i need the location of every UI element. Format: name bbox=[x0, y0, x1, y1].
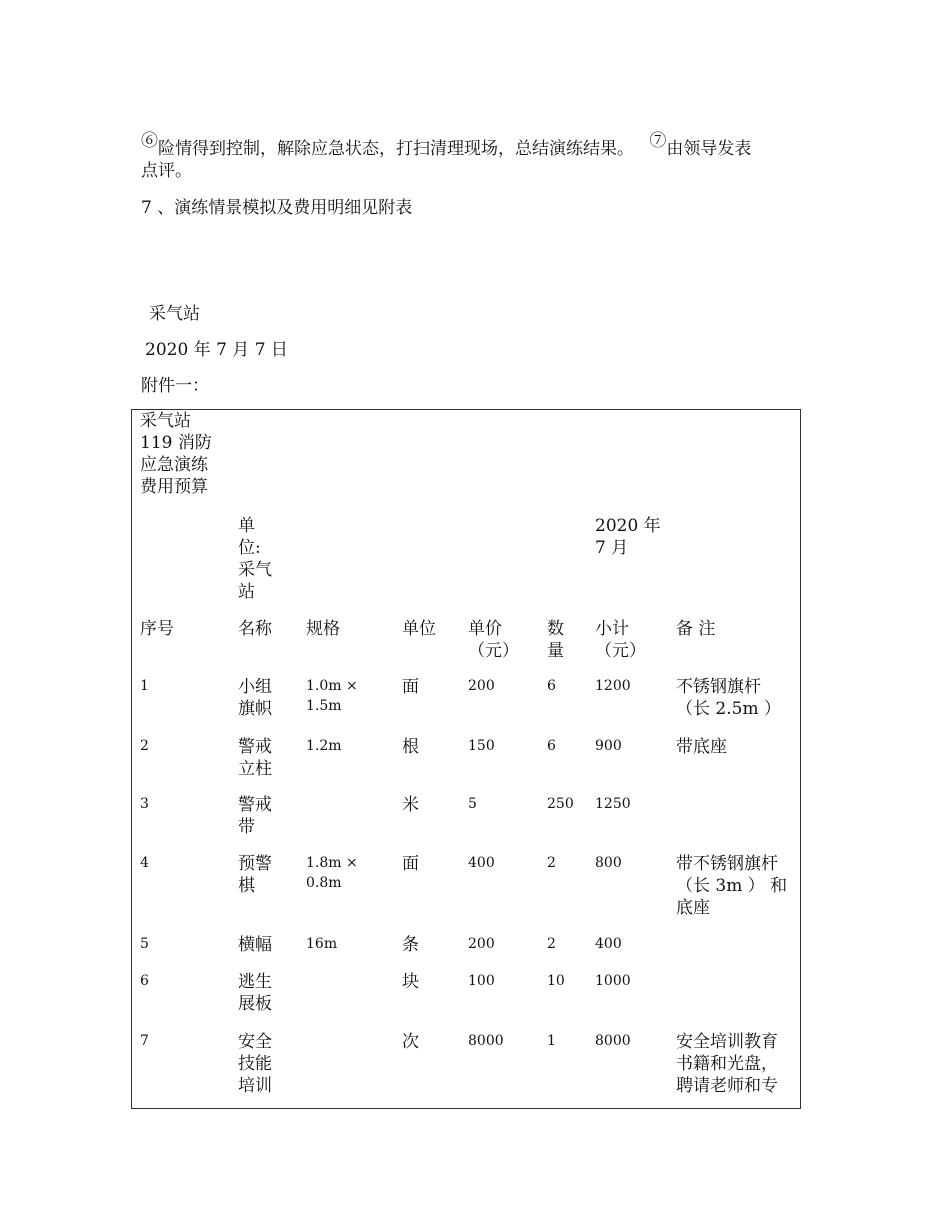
cell-line: 警戒 bbox=[238, 737, 272, 757]
cell-seq: 7 bbox=[140, 1033, 149, 1049]
cell-line: 聘请老师和专 bbox=[676, 1076, 778, 1096]
cell-line: 安全 bbox=[238, 1032, 272, 1052]
unit-label-line: 采气 bbox=[238, 560, 272, 580]
cell-name bbox=[238, 676, 272, 720]
cell-note bbox=[676, 736, 727, 758]
cell-note bbox=[676, 676, 781, 720]
cell-qty: 2 bbox=[547, 936, 556, 952]
cell-subtotal: 8000 bbox=[595, 1033, 631, 1049]
cell-unit: 根 bbox=[402, 737, 419, 757]
cell-line: 逃生 bbox=[238, 972, 272, 992]
cell-line: 带不锈钢旗杆 bbox=[676, 854, 778, 874]
unit-label-line: 站 bbox=[238, 582, 255, 602]
cell-seq: 5 bbox=[140, 936, 149, 952]
cell-price: 200 bbox=[468, 678, 495, 694]
cell-qty: 6 bbox=[547, 678, 556, 694]
cell-price: 400 bbox=[468, 855, 495, 871]
period-line: 7 月 bbox=[595, 538, 629, 558]
cell-line: 预警 bbox=[238, 854, 272, 874]
intro-line-1-tail: 由领导发表 bbox=[666, 139, 752, 159]
cell-qty: 1 bbox=[547, 1033, 556, 1049]
header-name: 名称 bbox=[238, 619, 272, 639]
header-price bbox=[468, 618, 519, 662]
header-subtotal-line: （元） bbox=[595, 641, 646, 661]
cell-seq: 1 bbox=[140, 678, 149, 694]
header-qty bbox=[547, 618, 564, 662]
budget-title bbox=[140, 410, 212, 498]
cell-spec bbox=[306, 736, 342, 756]
item-7-line: 7 、演练情景模拟及费用明细见附表 bbox=[141, 198, 413, 218]
cell-line: 1.8m × bbox=[306, 855, 358, 871]
cell-line: 底座 bbox=[676, 898, 710, 918]
cell-unit: 次 bbox=[402, 1032, 419, 1052]
attachment-label: 附件一： bbox=[141, 376, 209, 396]
cell-price: 5 bbox=[468, 796, 477, 812]
cell-name bbox=[238, 853, 272, 897]
cell-note bbox=[676, 1031, 778, 1097]
cell-spec bbox=[306, 676, 358, 716]
header-qty-line: 量 bbox=[547, 641, 564, 661]
budget-unit-label bbox=[238, 515, 272, 603]
cell-price: 8000 bbox=[468, 1033, 504, 1049]
cell-price: 200 bbox=[468, 936, 495, 952]
cell-unit: 条 bbox=[402, 935, 419, 955]
cell-line: 带 bbox=[238, 817, 255, 837]
cell-price: 150 bbox=[468, 738, 495, 754]
header-price-line: 单价 bbox=[468, 619, 502, 639]
cell-line: 16m bbox=[306, 936, 338, 952]
cell-qty: 250 bbox=[547, 796, 574, 812]
header-subtotal bbox=[595, 618, 646, 662]
cell-unit: 米 bbox=[402, 795, 419, 815]
cell-subtotal: 400 bbox=[595, 936, 622, 952]
cell-subtotal: 1200 bbox=[595, 678, 631, 694]
unit-label-line: 位: bbox=[238, 538, 261, 558]
intro-line-1: 险情得到控制，解除应急状态，打扫清理现场，总结演练结果。 bbox=[158, 139, 634, 159]
circled-number-6: ⑥ bbox=[141, 131, 158, 151]
signature-date: 2020 年 7 月 7 日 bbox=[145, 340, 288, 360]
cell-subtotal: 1250 bbox=[595, 796, 631, 812]
circled-number-7: ⑦ bbox=[649, 131, 667, 151]
cell-name bbox=[238, 1031, 272, 1097]
budget-title-line: 费用预算 bbox=[140, 477, 208, 497]
cell-line: 立柱 bbox=[238, 759, 272, 779]
cell-unit: 面 bbox=[402, 854, 419, 874]
cell-spec bbox=[306, 934, 337, 954]
cell-line: 安全培训教育 bbox=[676, 1032, 778, 1052]
cell-subtotal: 1000 bbox=[595, 973, 631, 989]
budget-title-line: 119 消防 bbox=[140, 433, 212, 453]
cell-line: 小组 bbox=[238, 677, 272, 697]
header-subtotal-line: 小计 bbox=[595, 619, 629, 639]
cell-qty: 2 bbox=[547, 855, 556, 871]
cell-seq: 6 bbox=[140, 973, 149, 989]
cell-line: 培训 bbox=[238, 1076, 272, 1096]
cell-name bbox=[238, 794, 272, 838]
budget-title-line: 采气站 bbox=[140, 411, 191, 431]
cell-line: 书籍和光盘， bbox=[676, 1054, 778, 1074]
cell-line: 展板 bbox=[238, 994, 272, 1014]
cell-line: 1.5m bbox=[306, 698, 342, 714]
budget-period bbox=[595, 515, 661, 559]
budget-title-line: 应急演练 bbox=[140, 455, 208, 475]
cell-unit: 面 bbox=[402, 677, 419, 697]
cell-line: 旗帜 bbox=[238, 699, 272, 719]
intro-line-2: 点评。 bbox=[141, 161, 192, 181]
cell-spec bbox=[306, 853, 358, 893]
cell-seq: 3 bbox=[140, 796, 149, 812]
cell-line: 1.0m × bbox=[306, 678, 358, 694]
header-spec: 规格 bbox=[306, 619, 340, 639]
cell-line: 1.2m bbox=[306, 738, 342, 754]
header-unit: 单位 bbox=[402, 619, 436, 639]
header-seq: 序号 bbox=[140, 619, 174, 639]
cell-subtotal: 800 bbox=[595, 855, 622, 871]
cell-seq: 4 bbox=[140, 855, 149, 871]
cell-line: 带底座 bbox=[676, 737, 727, 757]
cell-name bbox=[238, 971, 272, 1015]
intro-paragraph bbox=[141, 130, 811, 181]
cell-note bbox=[676, 853, 787, 919]
cell-line: （长 3m ） 和 bbox=[676, 876, 788, 896]
cell-name bbox=[238, 736, 272, 780]
signature-org: 采气站 bbox=[149, 304, 200, 324]
cell-qty: 10 bbox=[547, 973, 565, 989]
cell-price: 100 bbox=[468, 973, 495, 989]
cell-line: 不锈钢旗杆 bbox=[676, 677, 761, 697]
cell-line: 技能 bbox=[238, 1054, 272, 1074]
cell-line: （长 2.5m ） bbox=[676, 699, 781, 719]
cell-line: 警戒 bbox=[238, 795, 272, 815]
cell-line: 横幅 bbox=[238, 935, 272, 955]
cell-unit: 块 bbox=[402, 972, 419, 992]
period-line: 2020 年 bbox=[595, 516, 661, 536]
budget-table bbox=[131, 409, 801, 1109]
cell-seq: 2 bbox=[140, 738, 149, 754]
header-note: 备 注 bbox=[676, 619, 716, 639]
cell-line: 棋 bbox=[238, 876, 255, 896]
cell-name bbox=[238, 934, 272, 956]
header-qty-line: 数 bbox=[547, 619, 564, 639]
cell-line: 0.8m bbox=[306, 875, 342, 891]
unit-label-line: 单 bbox=[238, 516, 255, 536]
cell-subtotal: 900 bbox=[595, 738, 622, 754]
cell-qty: 6 bbox=[547, 738, 556, 754]
header-price-line: （元） bbox=[468, 641, 519, 661]
